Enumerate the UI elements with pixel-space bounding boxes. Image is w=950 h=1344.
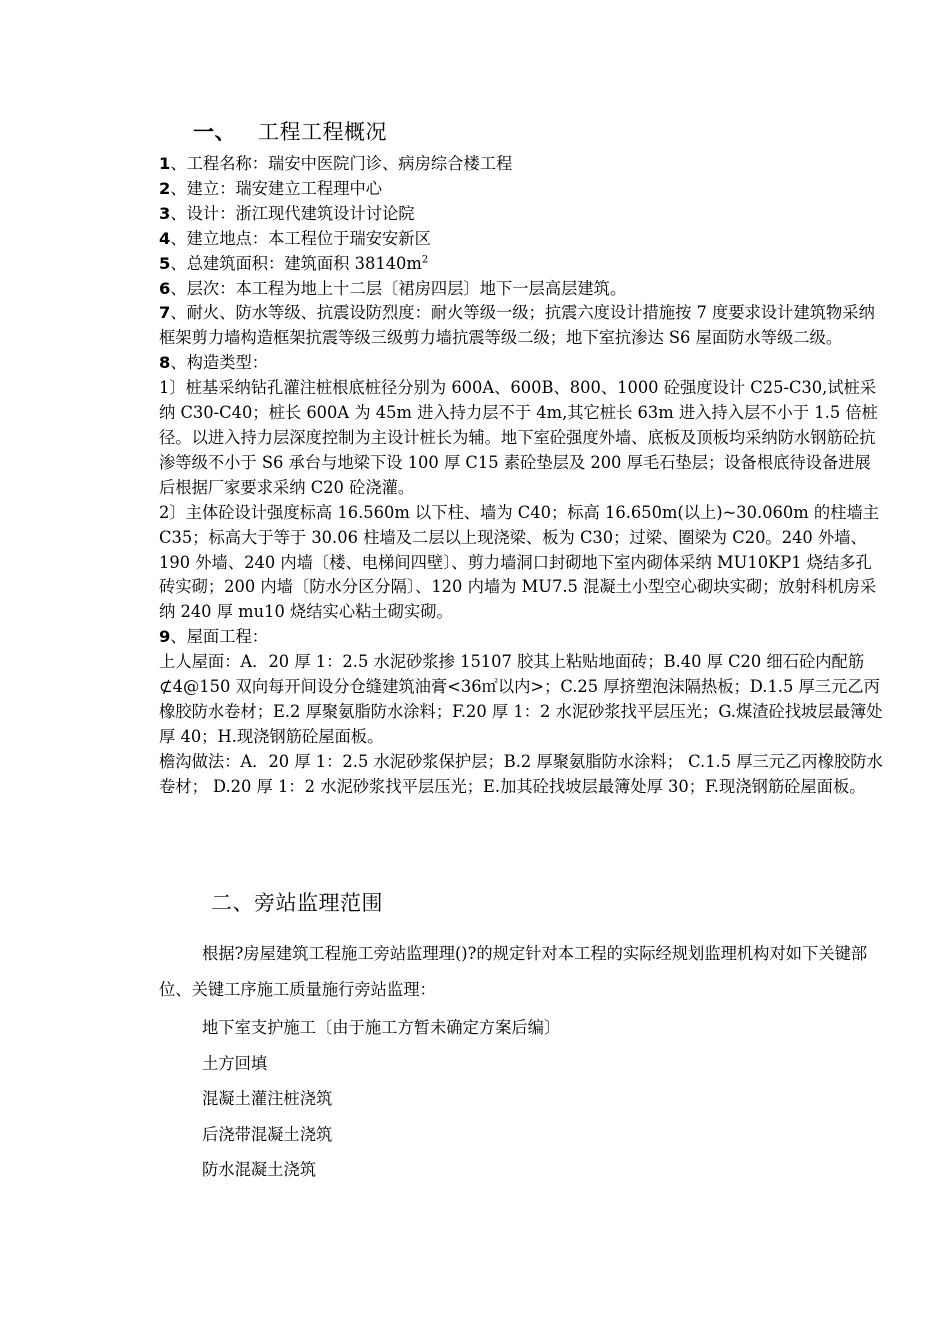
roof-upper-paragraph: 上人屋面：A．20 厚 1：2.5 水泥砂浆掺 15107 胶其上粘贴地面砖；B.40 厚 C20 细石砼内配筋⊄4@150 双向每开间设分仓缝建筑油膏<36㎡以内>；C.25 厚挤塑泡沫隔热板；D.1.5 厚三元乙丙橡胶防水卷材；E.2 厚聚氨脂防水涂料；F.20 厚 1：2 水泥砂浆找平层压光；G.煤渣砼找坡层最簿处厚 40；H.现浇钢筋砼屋面板。 — [159, 652, 883, 746]
item-7: 7、耐火、防水等级、抗震设防烈度：耐火等级一级；抗震六度设计措施按 7 度要求设计建筑物采纳框架剪力墙构造框架抗震等级三级剪力墙抗震等级二级；地下室抗渗达 S6 屋面防水等级二级。 — [159, 303, 875, 348]
item-5: 5、总建筑面积：建筑面积 $38140m^2$ — [159, 253, 429, 273]
item-3: 3、设计：浙江现代建筑设计讨论院 — [159, 203, 415, 223]
roof-gutter-paragraph: 檐沟做法：A．20 厚 1：2.5 水泥砂浆保护层；B.2 厚聚氨脂防水涂料； C.1.5 厚三元乙丙橡胶防水卷材； D.20 厚 1：2 水泥砂浆找平层压光；E.加其砼找坡层最簿处厚 30；F.现浇钢筋砼屋面板。 — [159, 751, 883, 796]
item-1: 1、工程名称：瑞安中医院门诊、病房综合楼工程 — [159, 154, 513, 173]
section1-body — [159, 152, 883, 800]
list-item: 后浇带混凝土浇筑 — [202, 1125, 333, 1144]
list-item: 土方回填 — [202, 1054, 268, 1073]
item-2: 2、建立：瑞安建立工程理中心 — [159, 178, 383, 198]
item-9: 9、屋面工程： — [159, 627, 269, 647]
section2-intro: 根据?房屋建筑工程施工旁站监理理()?的规定针对本工程的实际经规划监理机构对如下关键部位、关键工序施工质量施行旁站监理： — [159, 944, 868, 999]
list-item: 防水混凝土浇筑 — [202, 1160, 316, 1179]
item-6: 6、层次：本工程为地上十二层〔裙房四层〕地下一层高层建筑。 — [159, 278, 627, 298]
section1-number: 一、 — [193, 120, 236, 144]
section2-heading: 二、旁站监理范围 — [211, 891, 383, 915]
structure-paragraph-2: 2〕主体砼设计强度标高 16.560m 以下柱、墙为 C40；标高 16.650m(以上)~30.060m 的柱墙主 C35；标高大于等于 30.06 柱墙及二层以上现浇梁、板为 C30；过梁、圈梁为 C20。240 外墙、190 外墙、240 内墙〔楼、电梯间四壁〕、剪力墙洞口封砌地下室内砌体采纳 MU10KP1 烧结多孔砖实砌；200 内墙〔防水分区分隔〕、120 内墙为 MU7.5 混凝土小型空心砌块实砌；放射科机房采纳 240 厚 mu10 烧结实心粘土砌实砌。 — [159, 502, 880, 622]
list-item: 地下室支护施工〔由于施工方暂未确定方案后编〕 — [202, 1018, 561, 1037]
structure-paragraph-1: 1〕桩基采纳钻孔灌注桩根底桩径分别为 600A、600B、800、1000 砼强度设计 C25-C30,试桩采纳 C30-C40；桩长 600A 为 45m 进入持力层不于 4m,其它桩长 63m 进入持入层不小于 1.5 倍桩径。以进入持力层深度控制为主设计桩长为辅。地下室砼强度外墙、底板及顶板均采纳防水钢筋砼抗渗等级不小于 S6 承台与地梁下设 100 厚 C15 素砼垫层及 200 厚毛石垫层；设备根底待设备进展后根据厂家要求采纳 C20 砼浇灌。 — [159, 378, 878, 497]
section1-title: 工程工程概况 — [258, 120, 387, 144]
item-4: 4、建立地点：本工程位于瑞安安新区 — [159, 228, 431, 248]
section1-heading — [193, 116, 387, 146]
item-8: 8、构造类型： — [159, 353, 269, 373]
list-item: 混凝土灌注桩浇筑 — [202, 1089, 333, 1108]
